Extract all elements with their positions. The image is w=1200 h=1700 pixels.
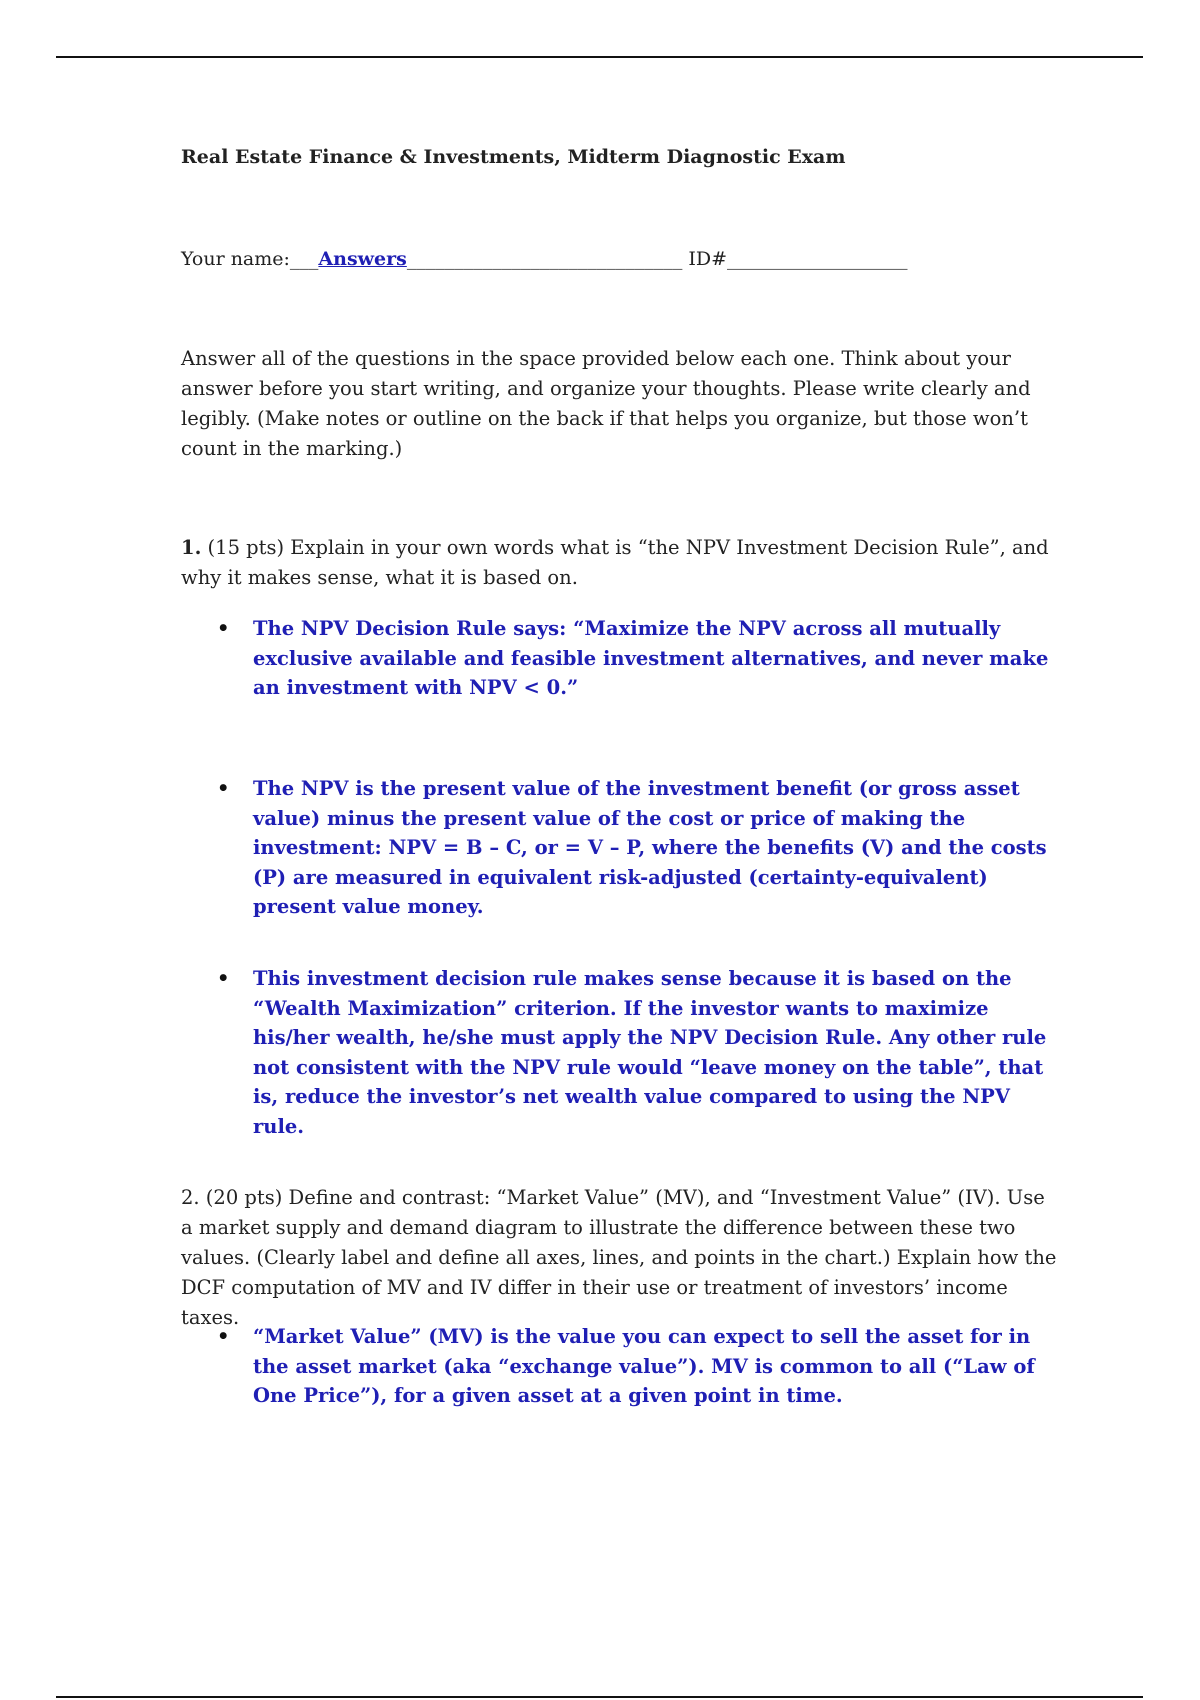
answer-bullet: [217, 614, 1061, 703]
name-value: Answers: [318, 248, 407, 270]
answer-bullet: [217, 774, 1061, 922]
bullet-icon: •: [217, 967, 230, 990]
bullet-icon: •: [217, 777, 230, 800]
question-text: (20 pts) Define and contrast: “Market Value” (MV), and “Investment Value” (IV). Use a market supply and demand diagram to illustrate the difference between these two values. (Clearly label and define all axes, lines, and points in the chart.) Explain how the DCF computation of MV and IV differ in their use or treatment of investors’ income taxes.: [181, 1186, 1057, 1329]
question-number: 1.: [181, 536, 202, 559]
top-rule: [56, 56, 1143, 58]
bullet-icon: •: [217, 617, 230, 640]
name-pre-blank: ___: [289, 248, 319, 270]
exam-title: Real Estate Finance & Investments, Midterm Diagnostic Exam: [181, 146, 846, 168]
answer-bullet: [217, 964, 1061, 1141]
instructions: Answer all of the questions in the space provided below each one. Think about your answer before you start writing, and organize your thoughts. Please write clearly and legibly. (Make notes or outline on the back if that helps you organize, but those won’t count in the marking.): [181, 347, 1031, 460]
answer-text: The NPV Decision Rule says: “Maximize the NPV across all mutually exclusive available and feasible investment alternatives, and never make an investment with NPV < 0.”: [253, 617, 1049, 699]
bottom-rule: [56, 1696, 1143, 1698]
name-label: Your name:: [181, 248, 290, 270]
answer-text: This investment decision rule makes sense because it is based on the “Wealth Maximization” criterion. If the investor wants to maximize his/her wealth, he/she must apply the NPV Decision Rule. Any other rule not consistent with the NPV rule would “leave money on the table”, that is, reduce the investor’s net wealth value compared to using the NPV rule.: [253, 967, 1047, 1138]
answer-text: “Market Value” (MV) is the value you can expect to sell the asset for in the asset market (aka “exchange value”). MV is common to all (“Law of One Price”), for a given asset at a given point in time.: [253, 1325, 1035, 1407]
question-2: [181, 1183, 1061, 1333]
bullet-icon: •: [217, 1325, 230, 1348]
name-line: [181, 248, 908, 270]
id-label: ID#: [688, 248, 728, 270]
question-text: (15 pts) Explain in your own words what is “the NPV Investment Decision Rule”, and why it makes sense, what it is based on.: [181, 536, 1049, 589]
question-number: 2.: [181, 1186, 200, 1209]
name-post-blank: _____________________________: [406, 248, 683, 270]
id-blank: ___________________: [727, 248, 908, 270]
answer-text: The NPV is the present value of the investment benefit (or gross asset value) minus the present value of the cost or price of making the investment: NPV = B – C, or = V – P, where the benefits (V) and the costs (P) are measured in equivalent risk-adjusted (certainty-equivalent) present value money.: [253, 777, 1047, 918]
question-1: [181, 533, 1061, 593]
answer-bullet: [217, 1322, 1061, 1411]
